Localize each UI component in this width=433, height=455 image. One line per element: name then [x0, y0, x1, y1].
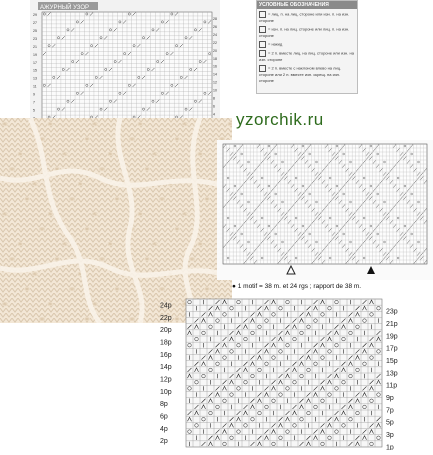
legend-items	[257, 9, 357, 88]
lace-eyelet	[24, 197, 30, 201]
lace-photo	[0, 118, 232, 323]
top-chart-title: АЖУРНЫЙ УЗОР	[40, 5, 90, 11]
lace-eyelet	[92, 212, 98, 216]
lace-eyelet	[2, 212, 8, 216]
lace-eyelet	[197, 242, 203, 246]
lace-eyelet	[32, 182, 38, 186]
row-label-left: 10p	[160, 388, 172, 396]
legend-item	[259, 50, 355, 63]
row-number-label: 23	[33, 36, 37, 41]
row-number-label: 16	[213, 64, 217, 69]
legend-symbol-icon	[259, 11, 266, 18]
row-number-label: 26	[213, 25, 217, 30]
row-number-label: 24	[213, 33, 217, 37]
lace-eyelet	[47, 122, 53, 126]
row-number-label: 15	[33, 68, 37, 73]
lace-eyelet	[99, 257, 105, 261]
lace-eyelet	[54, 257, 60, 261]
legend-symbol-icon	[259, 41, 266, 48]
lace-eyelet	[24, 287, 30, 291]
legend-panel	[256, 0, 358, 94]
lace-eyelet	[204, 287, 210, 291]
lace-eyelet	[137, 122, 143, 126]
legend-item	[259, 26, 355, 39]
row-label-right: 23p	[386, 308, 398, 316]
lace-eyelet	[189, 257, 195, 261]
lace-eyelet	[62, 242, 68, 246]
lace-eyelet	[107, 242, 113, 246]
lace-eyelet	[182, 122, 188, 126]
row-label-right: 15p	[386, 358, 398, 366]
row-number-label: 18	[213, 56, 217, 61]
row-number-label: 19	[33, 52, 37, 57]
row-label-left: 16p	[160, 351, 172, 359]
lace-eyelet	[159, 287, 165, 291]
row-label-right: 17p	[386, 345, 398, 353]
lace-eyelet	[2, 302, 8, 306]
lace-eyelet	[204, 197, 210, 201]
legend-item-text: = накид	[268, 41, 283, 47]
row-label-right: 5p	[386, 419, 394, 427]
lace-eyelet	[2, 122, 8, 126]
knitted-lace-swatch-image	[0, 118, 232, 323]
lace-eyelet	[107, 152, 113, 156]
lace-eyelet	[174, 227, 180, 231]
row-label-right: 9p	[386, 395, 394, 403]
lace-eyelet	[17, 152, 23, 156]
row-label-left: 14p	[160, 364, 172, 372]
lace-eyelet	[99, 167, 105, 171]
row-number-label: 7	[33, 100, 35, 105]
row-label-left: 8p	[160, 401, 168, 409]
row-number-label: 5	[33, 108, 35, 113]
row-number-label: 25	[33, 29, 37, 34]
lace-eyelet	[152, 242, 158, 246]
row-label-left: 24p	[160, 302, 172, 310]
top-chart	[30, 0, 220, 130]
lace-eyelet	[114, 197, 120, 201]
row-number-label: 8	[213, 96, 215, 101]
row-label-right: 21p	[386, 321, 398, 329]
bottom-chart	[158, 297, 413, 450]
row-label-left: 12p	[160, 376, 172, 384]
lace-eyelet	[17, 242, 23, 246]
lace-eyelet	[84, 137, 90, 141]
row-number-label: 13	[33, 76, 37, 81]
row-label-right: 13p	[386, 370, 398, 378]
row-label-right: 11p	[386, 382, 398, 390]
lace-eyelet	[39, 317, 45, 321]
lace-eyelet	[114, 287, 120, 291]
row-number-label: 20	[213, 48, 217, 53]
row-number-label: 11	[33, 84, 37, 89]
legend-item	[259, 11, 355, 24]
mid-chart	[217, 140, 433, 280]
legend-item-text: = 2 п. вместе лиц. на лиц. стороне или изн. на изн. стороне	[259, 50, 354, 62]
lace-eyelet	[62, 152, 68, 156]
legend-item-text: = 2 п. вместе с наклоном влево на лиц. стороне или 2 п. вместе изн. скрещ. на изн. стороне	[259, 65, 342, 83]
lace-eyelet	[9, 257, 15, 261]
legend-symbol-icon	[259, 26, 266, 33]
lace-eyelet	[144, 167, 150, 171]
lace-eyelet	[32, 272, 38, 276]
lace-eyelet	[174, 137, 180, 141]
row-number-label: 12	[213, 80, 217, 85]
lace-eyelet	[69, 197, 75, 201]
legend-item-text: = лиц. п. на лиц. стороне или изн. п. на изн. стороне	[259, 11, 350, 23]
row-label-left: 4p	[160, 425, 168, 433]
row-label-right: 7p	[386, 407, 394, 415]
row-number-label: 9	[33, 92, 35, 97]
row-number-label: 22	[213, 40, 217, 45]
row-label-right: 1p	[386, 444, 394, 450]
motif-note	[232, 283, 361, 290]
row-label-left: 6p	[160, 413, 168, 421]
row-label-left: 2p	[160, 438, 168, 446]
row-number-label: 10	[213, 88, 217, 93]
lace-eyelet	[182, 212, 188, 216]
lace-eyelet	[129, 137, 135, 141]
row-number-label: 4	[213, 112, 215, 117]
mid-chart-grid	[217, 140, 433, 280]
row-number-label: 28	[213, 17, 217, 22]
legend-item-text: = изн. п. на лиц. стороне или лиц. п. на изн. стороне	[259, 26, 350, 38]
row-number-label: 21	[33, 44, 37, 49]
lace-eyelet	[92, 122, 98, 126]
lace-eyelet	[69, 287, 75, 291]
row-label-left: 18p	[160, 339, 172, 347]
legend-symbol-icon	[259, 65, 266, 72]
top-chart-grid	[30, 0, 220, 130]
legend-symbol-icon	[259, 50, 266, 57]
bullet-icon: ●	[232, 283, 238, 290]
row-number-label: 14	[213, 72, 217, 77]
legend-item	[259, 65, 355, 84]
lace-eyelet	[39, 227, 45, 231]
lace-eyelet	[152, 152, 158, 156]
row-label-right: 19p	[386, 333, 398, 341]
motif-note-text: 1 motif = 38 m. et 24 rgs ; rapport de 38 m.	[237, 283, 362, 290]
bottom-chart-grid	[158, 297, 413, 450]
row-number-label: 27	[33, 21, 37, 26]
lace-eyelet	[84, 317, 90, 321]
legend-title: УСЛОВНЫЕ ОБОЗНАЧЕНИЯ	[257, 1, 357, 9]
row-number-label: 29	[33, 13, 37, 18]
lace-eyelet	[137, 212, 143, 216]
lace-eyelet	[47, 302, 53, 306]
lace-eyelet	[84, 227, 90, 231]
row-number-label: 6	[213, 104, 215, 109]
legend-item	[259, 41, 355, 48]
lace-eyelet	[159, 197, 165, 201]
lace-eyelet	[47, 212, 53, 216]
lace-eyelet	[9, 167, 15, 171]
lace-eyelet	[77, 182, 83, 186]
row-label-right: 3p	[386, 432, 394, 440]
row-label-left: 22p	[160, 314, 172, 322]
row-number-label: 17	[33, 60, 37, 65]
watermark: yzorchik.ru	[236, 110, 324, 129]
lace-eyelet	[144, 257, 150, 261]
lace-eyelet	[197, 152, 203, 156]
lace-eyelet	[129, 317, 135, 321]
row-label-left: 20p	[160, 327, 172, 335]
